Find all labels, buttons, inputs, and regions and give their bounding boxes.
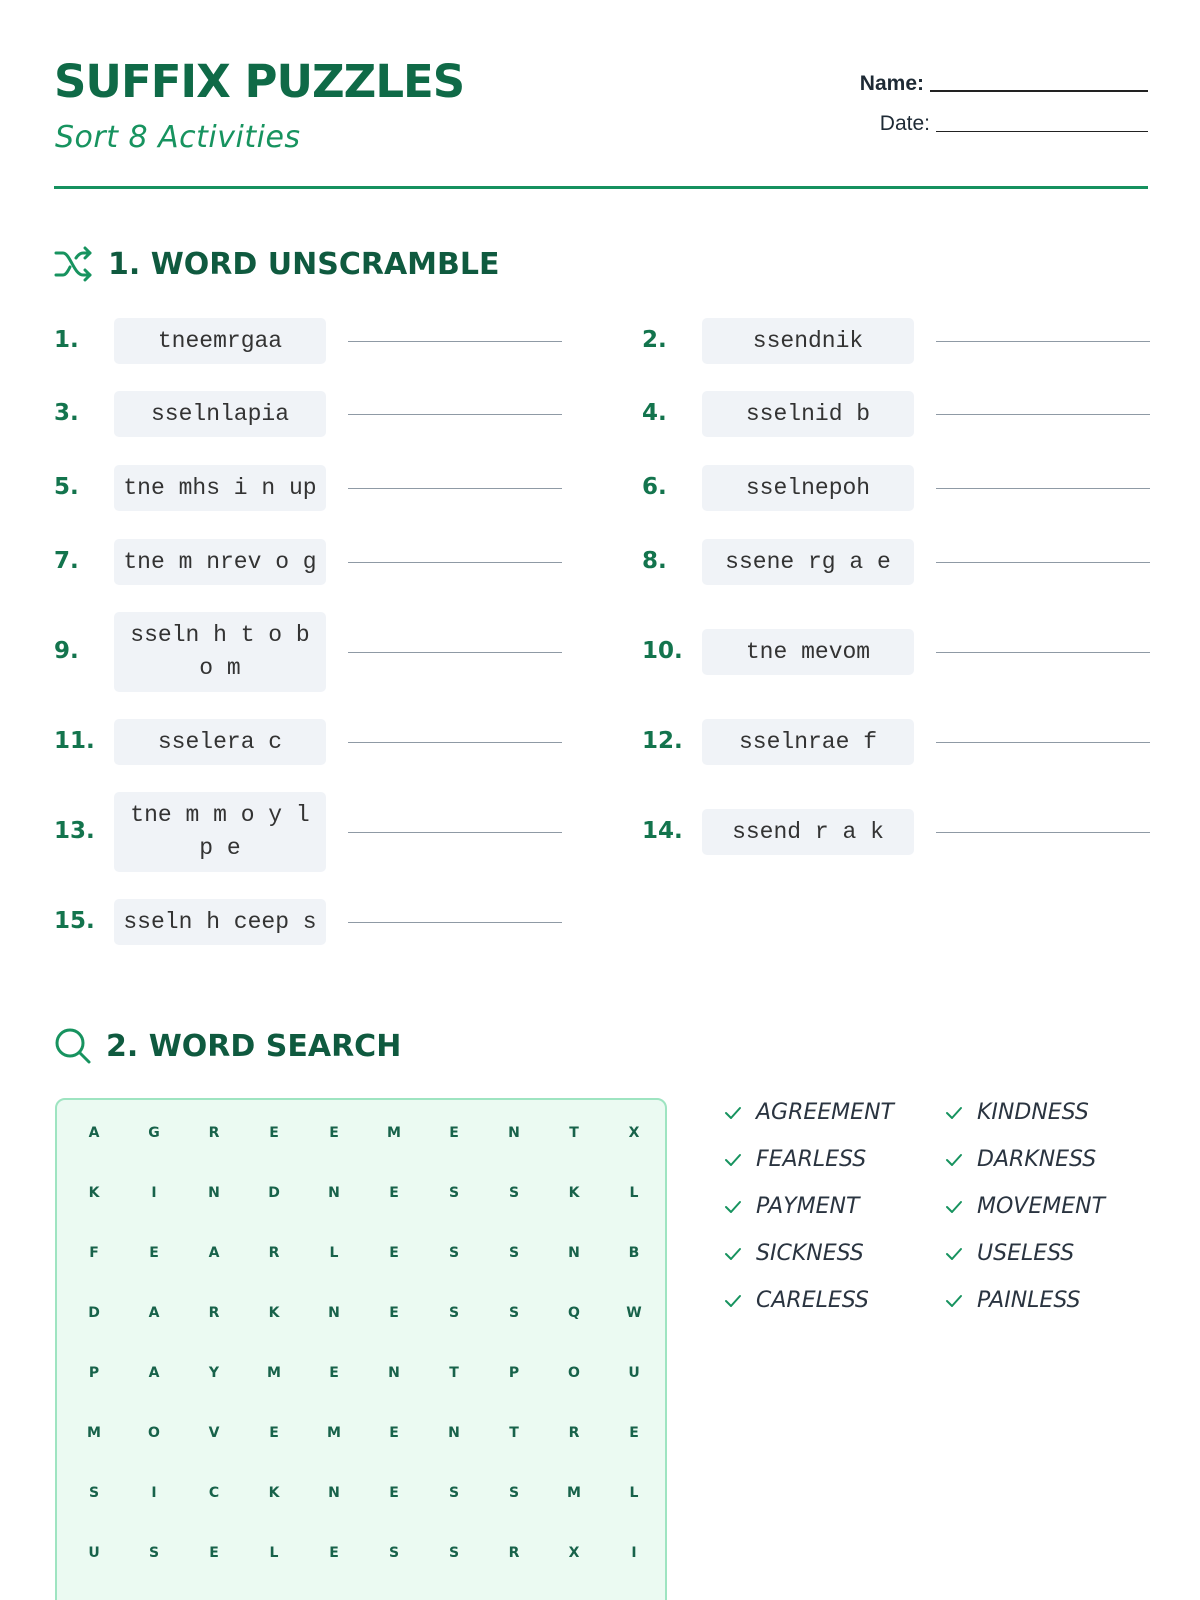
item-number: 6. xyxy=(642,474,667,500)
unscramble-item xyxy=(54,792,562,872)
grid-cell[interactable]: D xyxy=(88,1305,100,1321)
grid-cell[interactable]: C xyxy=(208,1485,220,1501)
grid-cell[interactable]: N xyxy=(508,1125,520,1141)
word-list-item xyxy=(945,1194,1105,1219)
grid-cell[interactable]: A xyxy=(88,1125,100,1141)
unscramble-item xyxy=(54,899,562,945)
grid-cell[interactable]: I xyxy=(151,1185,157,1201)
word-list-item xyxy=(724,1194,859,1219)
grid-cell[interactable]: E xyxy=(329,1545,339,1561)
grid-cell[interactable]: M xyxy=(567,1485,581,1501)
item-number: 7. xyxy=(54,548,79,574)
grid-cell[interactable]: A xyxy=(208,1245,220,1261)
answer-line[interactable] xyxy=(936,341,1150,342)
word-list-label: CARELESS xyxy=(756,1288,869,1313)
grid-cell[interactable]: E xyxy=(389,1185,399,1201)
page-title: SUFFIX PUZZLES xyxy=(54,55,465,108)
grid-cell[interactable]: D xyxy=(268,1185,280,1201)
item-number: 10. xyxy=(642,638,683,664)
check-icon xyxy=(724,1106,742,1120)
grid-cell[interactable]: N xyxy=(328,1305,340,1321)
scrambled-word: tne mevom xyxy=(702,629,914,675)
grid-cell[interactable]: N xyxy=(448,1425,460,1441)
section-unscramble-heading xyxy=(54,246,500,282)
grid-cell[interactable]: L xyxy=(329,1245,339,1261)
answer-line[interactable] xyxy=(936,562,1150,563)
word-list-item xyxy=(945,1288,1080,1313)
word-list-label: KINDNESS xyxy=(977,1100,1089,1125)
grid-cell[interactable]: M xyxy=(327,1425,341,1441)
scrambled-word: tne m m o y l p e xyxy=(114,792,326,872)
word-list-item xyxy=(724,1100,894,1125)
search-icon xyxy=(54,1027,92,1065)
word-list-item xyxy=(724,1288,869,1313)
check-icon xyxy=(945,1294,963,1308)
grid-cell[interactable]: N xyxy=(208,1185,220,1201)
scrambled-word: ssene rg a e xyxy=(702,539,914,585)
scrambled-word: sseln h ceep s xyxy=(114,899,326,945)
item-number: 2. xyxy=(642,327,667,353)
check-icon xyxy=(724,1294,742,1308)
name-blank[interactable] xyxy=(930,88,1148,92)
answer-line[interactable] xyxy=(936,832,1150,833)
grid-cell[interactable]: T xyxy=(569,1125,579,1141)
check-icon xyxy=(945,1106,963,1120)
item-number: 12. xyxy=(642,728,683,754)
grid-cell[interactable]: F xyxy=(89,1245,99,1261)
unscramble-item xyxy=(54,719,562,765)
grid-cell[interactable]: E xyxy=(389,1425,399,1441)
grid-cell[interactable]: T xyxy=(509,1425,519,1441)
scrambled-word: tne mhs i n up xyxy=(114,465,326,511)
grid-cell[interactable]: S xyxy=(448,1305,460,1321)
answer-line[interactable] xyxy=(936,414,1150,415)
date-label: Date: xyxy=(879,112,930,135)
grid-cell[interactable]: I xyxy=(631,1545,637,1561)
grid-cell[interactable]: Q xyxy=(568,1305,580,1321)
answer-line[interactable] xyxy=(348,488,562,489)
grid-cell[interactable]: O xyxy=(568,1365,580,1381)
answer-line[interactable] xyxy=(936,488,1150,489)
answer-line[interactable] xyxy=(348,742,562,743)
grid-cell[interactable]: E xyxy=(269,1125,279,1141)
unscramble-item xyxy=(642,792,1150,872)
grid-cell[interactable]: E xyxy=(389,1245,399,1261)
item-number: 9. xyxy=(54,638,79,664)
grid-cell[interactable]: A xyxy=(148,1305,160,1321)
grid-cell[interactable]: E xyxy=(329,1125,339,1141)
header-divider xyxy=(54,186,1148,189)
grid-cell[interactable]: U xyxy=(628,1365,640,1381)
word-list-item xyxy=(724,1241,864,1266)
grid-cell[interactable]: P xyxy=(508,1365,520,1381)
scrambled-word: ssend r a k xyxy=(702,809,914,855)
grid-cell[interactable]: S xyxy=(448,1545,460,1561)
scrambled-word: sselnlapia xyxy=(114,391,326,437)
answer-line[interactable] xyxy=(348,832,562,833)
grid-cell[interactable]: R xyxy=(568,1425,580,1441)
grid-cell[interactable]: N xyxy=(388,1365,400,1381)
scrambled-word: sseln h t o b o m xyxy=(114,612,326,692)
item-number: 8. xyxy=(642,548,667,574)
grid-cell[interactable]: M xyxy=(267,1365,281,1381)
grid-cell[interactable]: B xyxy=(628,1245,640,1261)
check-icon xyxy=(945,1153,963,1167)
grid-cell[interactable]: L xyxy=(629,1485,639,1501)
item-number: 1. xyxy=(54,327,79,353)
scrambled-word: tne m nrev o g xyxy=(114,539,326,585)
grid-cell[interactable]: M xyxy=(387,1125,401,1141)
unscramble-item xyxy=(642,465,1150,511)
grid-cell[interactable]: S xyxy=(148,1545,160,1561)
name-field[interactable] xyxy=(860,72,1148,96)
word-list-item xyxy=(945,1241,1074,1266)
word-list-label: DARKNESS xyxy=(977,1147,1097,1172)
grid-cell[interactable]: X xyxy=(568,1545,580,1561)
unscramble-item xyxy=(54,612,562,692)
item-number: 3. xyxy=(54,400,79,426)
scrambled-word: tneemrgaa xyxy=(114,318,326,364)
grid-cell[interactable]: R xyxy=(208,1305,220,1321)
word-list-label: PAYMENT xyxy=(756,1194,860,1219)
grid-cell[interactable]: K xyxy=(268,1485,280,1501)
answer-line[interactable] xyxy=(936,652,1150,653)
word-search-grid xyxy=(55,1098,667,1600)
scrambled-word: sselnrae f xyxy=(702,719,914,765)
shuffle-icon xyxy=(54,246,94,282)
unscramble-item xyxy=(54,318,562,364)
grid-cell[interactable]: V xyxy=(208,1425,220,1441)
word-list-label: USELESS xyxy=(977,1241,1075,1266)
grid-cell[interactable]: X xyxy=(628,1125,640,1141)
grid-cell[interactable]: R xyxy=(208,1125,220,1141)
word-list-label: MOVEMENT xyxy=(977,1194,1106,1219)
section-unscramble-title: 1. WORD UNSCRAMBLE xyxy=(108,246,500,282)
word-list-label: PAINLESS xyxy=(977,1288,1081,1313)
check-icon xyxy=(945,1247,963,1261)
item-number: 15. xyxy=(54,908,95,934)
word-list-item xyxy=(945,1100,1089,1125)
section-wordsearch-heading xyxy=(54,1027,401,1065)
grid-cell[interactable]: N xyxy=(568,1245,580,1261)
item-number: 4. xyxy=(642,400,667,426)
unscramble-item xyxy=(54,391,562,437)
grid-cell[interactable]: E xyxy=(389,1305,399,1321)
item-number: 11. xyxy=(54,728,95,754)
grid-cell[interactable]: S xyxy=(508,1245,520,1261)
grid-cell[interactable]: S xyxy=(448,1185,460,1201)
answer-line[interactable] xyxy=(348,341,562,342)
word-list-item xyxy=(724,1147,866,1172)
answer-line[interactable] xyxy=(348,414,562,415)
answer-line[interactable] xyxy=(348,652,562,653)
word-list-label: SICKNESS xyxy=(756,1241,864,1266)
unscramble-item xyxy=(642,719,1150,765)
answer-line[interactable] xyxy=(348,922,562,923)
grid-cell[interactable]: E xyxy=(329,1365,339,1381)
grid-cell[interactable]: L xyxy=(269,1545,279,1561)
grid-cell[interactable]: A xyxy=(148,1365,160,1381)
grid-cell[interactable]: N xyxy=(328,1185,340,1201)
grid-cell[interactable]: R xyxy=(268,1245,280,1261)
grid-cell[interactable]: U xyxy=(88,1545,100,1561)
unscramble-item xyxy=(642,318,1150,364)
grid-cell[interactable]: S xyxy=(88,1485,100,1501)
grid-cell[interactable]: L xyxy=(629,1185,639,1201)
grid-cell[interactable]: S xyxy=(388,1545,400,1561)
grid-cell[interactable]: K xyxy=(568,1185,580,1201)
grid-cell[interactable]: Y xyxy=(208,1365,220,1381)
unscramble-item xyxy=(54,465,562,511)
answer-line[interactable] xyxy=(348,562,562,563)
scrambled-word: sselnepoh xyxy=(702,465,914,511)
grid-cell[interactable]: E xyxy=(389,1485,399,1501)
word-list-label: FEARLESS xyxy=(756,1147,867,1172)
grid-cell[interactable]: W xyxy=(626,1305,642,1321)
grid-cell[interactable]: P xyxy=(88,1365,100,1381)
date-blank[interactable] xyxy=(936,128,1148,132)
page-subtitle: Sort 8 Activities xyxy=(55,120,301,155)
grid-cell[interactable]: G xyxy=(148,1125,160,1141)
unscramble-item xyxy=(642,539,1150,585)
check-icon xyxy=(724,1200,742,1214)
check-icon xyxy=(724,1247,742,1261)
unscramble-item xyxy=(642,391,1150,437)
grid-cell[interactable]: R xyxy=(508,1545,520,1561)
word-list-item xyxy=(945,1147,1096,1172)
check-icon xyxy=(945,1200,963,1214)
grid-cell[interactable]: E xyxy=(449,1125,459,1141)
grid-cell[interactable]: E xyxy=(209,1545,219,1561)
grid-cell[interactable]: S xyxy=(508,1305,520,1321)
check-icon xyxy=(724,1153,742,1167)
grid-cell[interactable]: S xyxy=(508,1485,520,1501)
grid-cell[interactable]: M xyxy=(87,1425,101,1441)
section-wordsearch-title: 2. WORD SEARCH xyxy=(106,1028,402,1064)
grid-cell[interactable]: S xyxy=(508,1185,520,1201)
item-number: 13. xyxy=(54,818,95,844)
grid-cell[interactable]: E xyxy=(629,1425,639,1441)
grid-cell[interactable]: O xyxy=(148,1425,160,1441)
scrambled-word: ssendnik xyxy=(702,318,914,364)
grid-cell[interactable]: S xyxy=(448,1245,460,1261)
date-field[interactable] xyxy=(880,112,1148,136)
grid-cell[interactable]: T xyxy=(449,1365,459,1381)
item-number: 14. xyxy=(642,818,683,844)
item-number: 5. xyxy=(54,474,79,500)
answer-line[interactable] xyxy=(936,742,1150,743)
grid-cell[interactable]: S xyxy=(448,1485,460,1501)
unscramble-item xyxy=(642,612,1150,692)
grid-cell[interactable]: E xyxy=(269,1425,279,1441)
grid-cell[interactable]: I xyxy=(151,1485,157,1501)
scrambled-word: sselnid b xyxy=(702,391,914,437)
grid-cell[interactable]: K xyxy=(88,1185,100,1201)
grid-cell[interactable]: N xyxy=(328,1485,340,1501)
word-list-label: AGREEMENT xyxy=(756,1100,894,1125)
unscramble-item xyxy=(54,539,562,585)
grid-cell[interactable]: K xyxy=(268,1305,280,1321)
grid-cell[interactable]: E xyxy=(149,1245,159,1261)
name-label: Name: xyxy=(859,72,924,95)
scrambled-word: sselera c xyxy=(114,719,326,765)
